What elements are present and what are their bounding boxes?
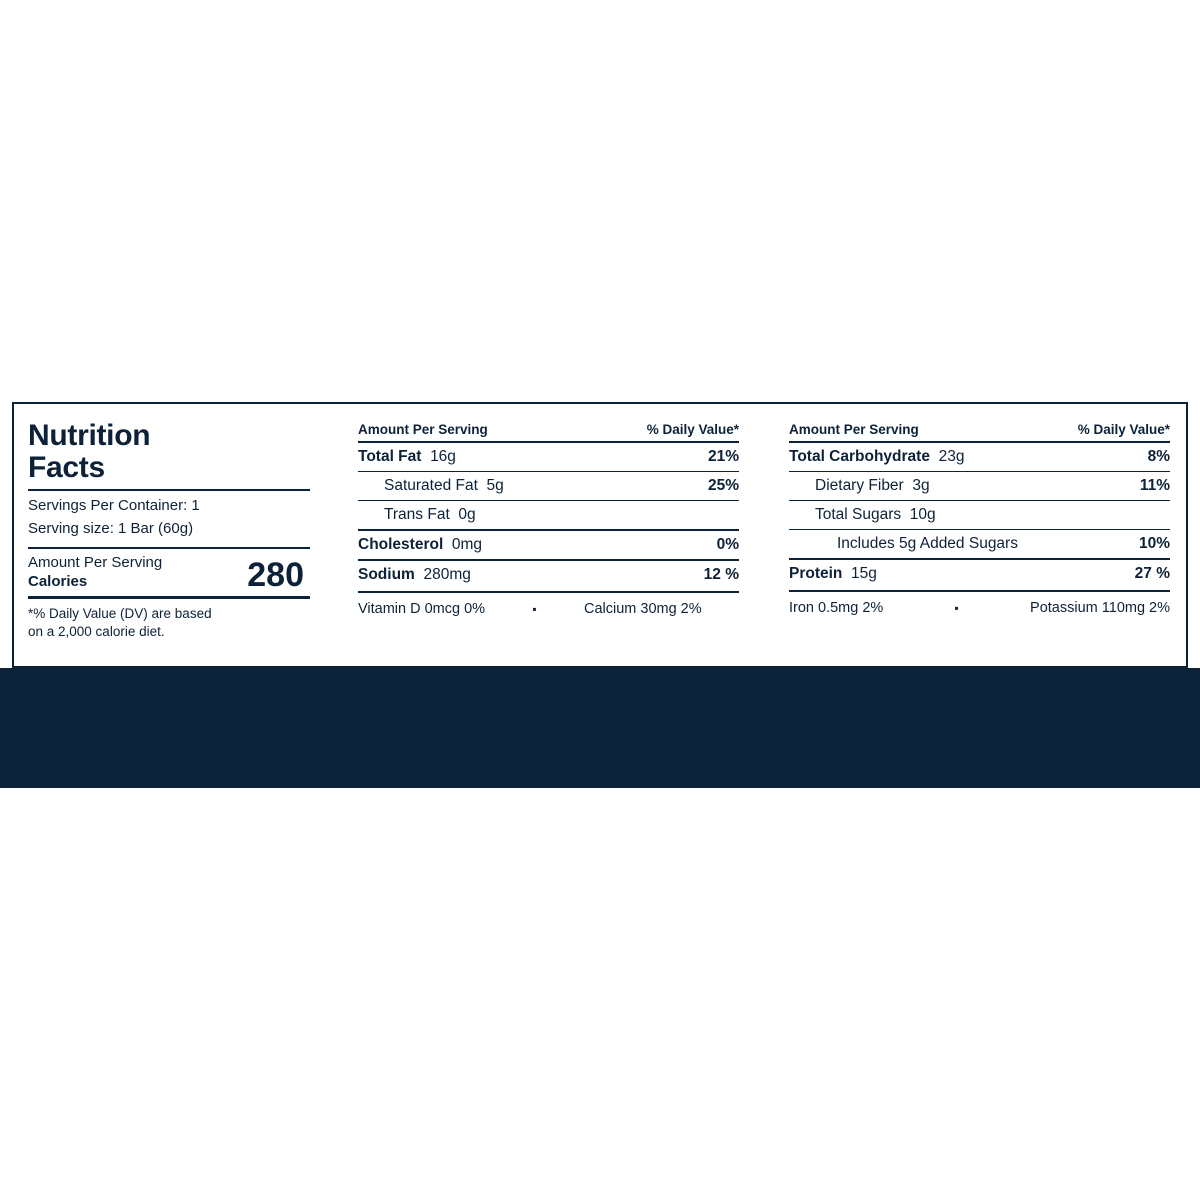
calories-value: 280 [247, 556, 304, 595]
column-header-middle [358, 422, 739, 441]
nutrient-amount: 15g [851, 565, 877, 582]
nutrient-name [789, 565, 877, 583]
micronutrient-calcium: Calcium 30mg 2% [583, 601, 702, 617]
micronutrient-row-middle [358, 591, 739, 617]
nutrient-name [358, 566, 471, 584]
nutrient-dv: 11% [1139, 477, 1170, 494]
nutrient-row-cholesterol [358, 529, 739, 559]
background-band [0, 668, 1200, 788]
nutrient-name [358, 448, 456, 466]
nutrient-label: Total Carbohydrate [789, 448, 930, 465]
nutrition-facts-title [28, 420, 310, 483]
nutrient-amount: 0g [458, 506, 476, 523]
nutrient-row-total-carbohydrate [789, 441, 1170, 471]
title-line-1: Nutrition [28, 419, 151, 452]
nutrient-label: Total Sugars [815, 506, 902, 523]
nutrient-amount: 280mg [423, 566, 471, 583]
nutrient-amount: 10g [909, 506, 936, 523]
nutrient-row-total-fat [358, 441, 739, 471]
footnote-line-1: *% Daily Value (DV) are based [28, 605, 212, 621]
nutrient-amount: 5g [486, 477, 504, 494]
nutrient-amount: 16g [430, 448, 456, 465]
header-amount-per-serving: Amount Per Serving [358, 422, 488, 437]
nutrient-label: Total Fat [358, 448, 422, 465]
micronutrient-row-right [789, 590, 1170, 616]
nutrient-dv: 10% [1138, 535, 1170, 552]
nutrient-amount: 23g [938, 448, 965, 465]
nutrition-facts-panel [12, 402, 1188, 668]
nutrient-label: Dietary Fiber [815, 477, 904, 494]
bullet-icon: ▪ [954, 601, 959, 615]
nutrient-name [815, 477, 930, 495]
header-amount-per-serving: Amount Per Serving [789, 422, 919, 437]
nutrient-dv: 25% [707, 477, 739, 494]
nutrient-dv: 0% [716, 536, 739, 553]
nutrient-dv: 27 % [1134, 565, 1170, 582]
nutrient-row-protein [789, 558, 1170, 588]
daily-value-footnote [28, 599, 310, 641]
nutrient-row-saturated-fat [358, 471, 739, 500]
nutrient-label: Includes 5g Added Sugars [837, 535, 1018, 552]
amount-per-serving-label: Amount Per Serving [28, 553, 163, 571]
header-daily-value: % Daily Value* [646, 422, 739, 437]
nutrient-dv: 21% [707, 448, 739, 465]
footnote-line-2: on a 2,000 calorie diet. [28, 623, 165, 639]
nutrient-label: Sodium [358, 566, 415, 583]
nutrient-amount: 0mg [451, 536, 483, 553]
calories-labels [28, 553, 162, 592]
serving-size: Serving size: 1 Bar (60g) [28, 520, 194, 538]
servings-block [28, 491, 310, 541]
nutrient-dv: 8% [1147, 448, 1170, 465]
nutrient-name [384, 477, 504, 495]
nutrient-column-middle [324, 404, 755, 666]
micronutrient-iron: Iron 0.5mg 2% [789, 600, 884, 616]
nutrient-row-sodium [358, 559, 739, 589]
column-header-right [789, 422, 1170, 441]
header-daily-value: % Daily Value* [1077, 422, 1170, 437]
nutrient-label: Protein [789, 565, 843, 582]
nutrient-dv: 12 % [703, 566, 739, 583]
nutrient-name [837, 535, 1018, 553]
nutrient-amount: 3g [912, 477, 930, 494]
nutrient-row-added-sugars [789, 529, 1170, 558]
bullet-icon: ▪ [532, 602, 537, 616]
calories-label: Calories [28, 573, 88, 590]
nutrition-summary-column [14, 404, 324, 666]
nutrient-name [358, 536, 482, 554]
nutrient-row-total-sugars [789, 500, 1170, 529]
nutrient-row-trans-fat [358, 500, 739, 529]
micronutrient-vitamin-d: Vitamin D 0mcg 0% [358, 601, 486, 617]
servings-per-container: Servings Per Container: 1 [28, 497, 200, 514]
nutrient-name [384, 506, 476, 524]
nutrient-label: Trans Fat [384, 506, 450, 523]
nutrient-label: Saturated Fat [384, 477, 478, 494]
nutrient-row-dietary-fiber [789, 471, 1170, 500]
nutrient-name [789, 448, 964, 466]
nutrient-label: Cholesterol [358, 536, 444, 553]
title-line-2: Facts [28, 450, 105, 484]
calories-row [28, 549, 310, 595]
nutrient-column-right [755, 404, 1186, 666]
micronutrient-potassium: Potassium 110mg 2% [1030, 600, 1171, 616]
nutrient-name [815, 506, 936, 524]
